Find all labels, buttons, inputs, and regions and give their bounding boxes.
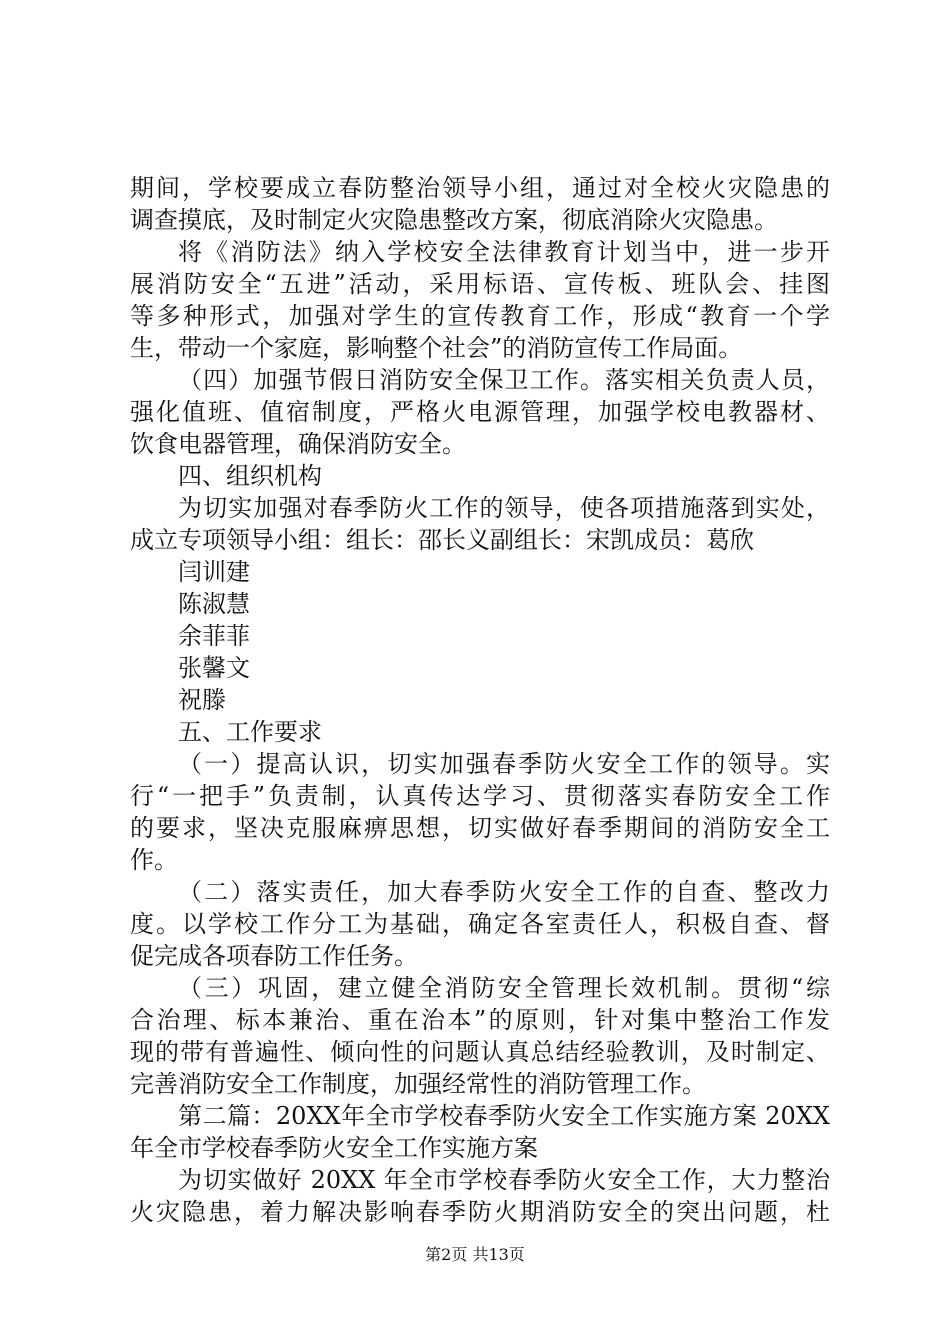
text-line: 张馨文 <box>178 654 250 682</box>
text-line: 闫训建 <box>178 558 250 586</box>
text-line: 期间，学校要成立春防整治领导小组，通过对全校火灾隐患的 <box>130 174 830 202</box>
text-line: 年全市学校春季防火安全工作实施方案 <box>130 1134 538 1162</box>
text-line: 等多种形式，加强对学生的宣传教育工作，形成“教育一个学 <box>130 302 830 330</box>
text-line: 饮食电器管理，确保消防安全。 <box>130 430 466 458</box>
text-line: 余菲菲 <box>178 622 250 650</box>
text-line: 为切实做好 20XX 年全市学校春季防火安全工作，大力整治 <box>178 1166 830 1194</box>
text-line: （二）落实责任，加大春季防火安全工作的自查、整改力 <box>178 878 830 906</box>
text-line: 第二篇：20XX年全市学校春季防火安全工作实施方案 20XX <box>178 1102 830 1130</box>
text-line: 火灾隐患，着力解决影响春季防火期消防安全的突出问题，杜 <box>130 1198 830 1226</box>
text-line: 促完成各项春防工作任务。 <box>130 942 418 970</box>
text-line: 完善消防安全工作制度，加强经常性的消防管理工作。 <box>130 1070 706 1098</box>
text-line: （一）提高认识，切实加强春季防火安全工作的领导。实 <box>178 750 830 778</box>
text-line: 成立专项领导小组：组长：邵长义副组长：宋凯成员：葛欣 <box>130 526 754 554</box>
text-line: 强化值班、值宿制度，严格火电源管理，加强学校电教器材、 <box>130 398 830 426</box>
text-line: （三）巩固，建立健全消防安全管理长效机制。贯彻“综 <box>178 974 830 1002</box>
text-line: 现的带有普遍性、倾向性的问题认真总结经验教训，及时制定、 <box>130 1038 830 1066</box>
text-line: 陈淑慧 <box>178 590 250 618</box>
text-line: 五、工作要求 <box>178 718 322 746</box>
document-body <box>130 172 830 1228</box>
text-line: 展消防安全“五进”活动，采用标语、宣传板、班队会、挂图 <box>130 270 830 298</box>
text-line: 作。 <box>130 846 178 874</box>
text-line: 合治理、标本兼治、重在治本”的原则，针对集中整治工作发 <box>130 1006 830 1034</box>
text-line: 行“一把手”负责制，认真传达学习、贯彻落实春防安全工作 <box>130 782 830 810</box>
text-line: 生，带动一个家庭，影响整个社会”的消防宣传工作局面。 <box>130 334 743 362</box>
text-line: 为切实加强对春季防火工作的领导，使各项措施落到实处， <box>178 494 830 522</box>
text-line: 的要求，坚决克服麻痹思想，切实做好春季期间的消防安全工 <box>130 814 830 842</box>
text-line: 祝滕 <box>178 686 226 714</box>
text-line: 四、组织机构 <box>178 462 322 490</box>
text-line: （四）加强节假日消防安全保卫工作。落实相关负责人员， <box>178 366 830 394</box>
page-footer: 第2页 共13页 <box>425 1245 525 1264</box>
text-line: 度。以学校工作分工为基础，确定各室责任人，积极自查、督 <box>130 910 830 938</box>
text-line: 调查摸底，及时制定火灾隐患整改方案，彻底消除火灾隐患。 <box>130 206 778 234</box>
text-line: 将《消防法》纳入学校安全法律教育计划当中，进一步开 <box>178 238 830 266</box>
